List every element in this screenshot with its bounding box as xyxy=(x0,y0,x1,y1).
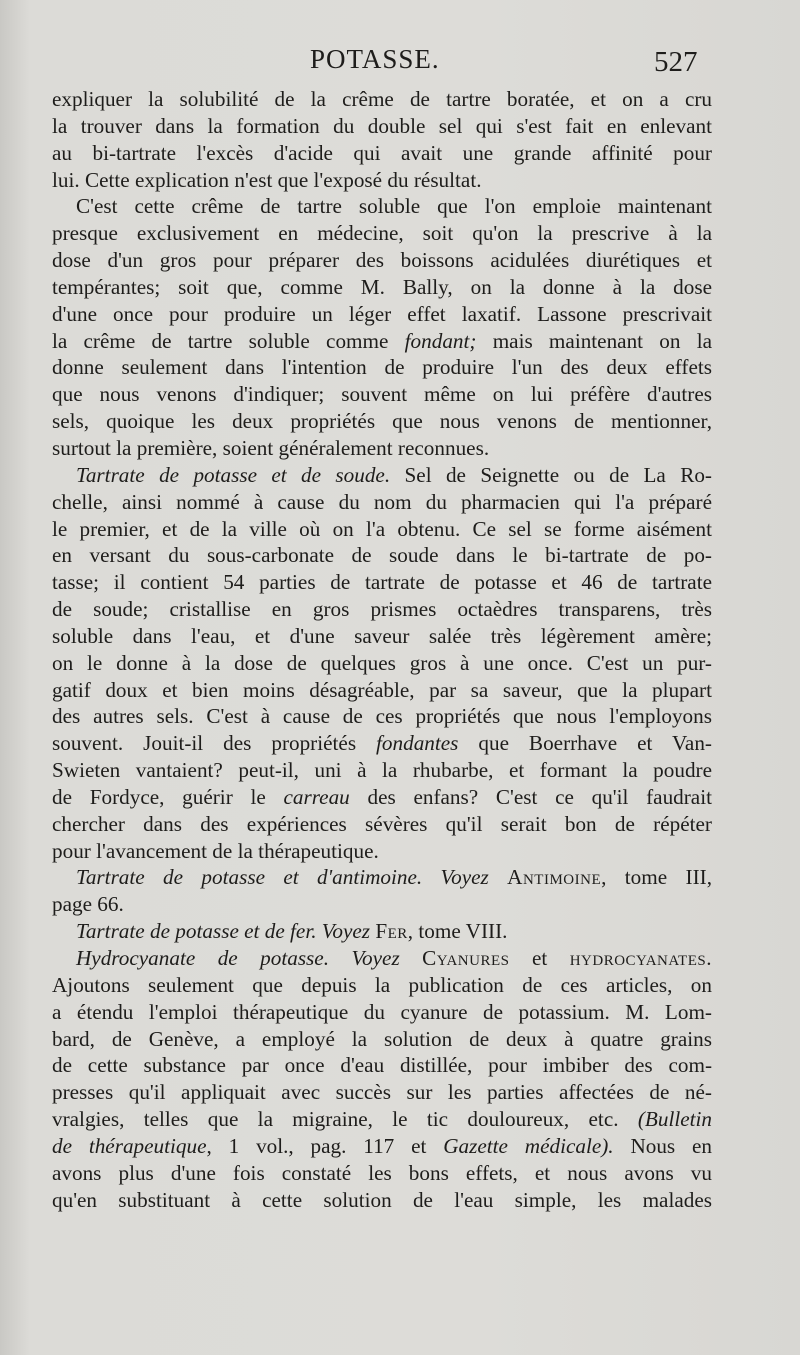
text-line: a étendu l'emploi thérapeutique du cyanure de potassium. M. Lom- xyxy=(52,999,712,1024)
italic-text: Tartrate de potasse et d'antimoine. Voyez xyxy=(76,865,489,890)
text-line xyxy=(52,328,712,355)
text-line: des autres sels. C'est à cause de ces propriétés que nous l'employons xyxy=(52,704,712,729)
text-line: expliquer la solubilité de la crême de tartre boratée, et on a cru xyxy=(52,87,712,111)
text-line xyxy=(52,730,712,757)
text-line: de soude; cristallise en gros prismes octaèdres transparens, très xyxy=(52,597,712,622)
text-line: soluble dans l'eau, et d'une saveur salée très légèrement amère; xyxy=(52,623,712,648)
text-segment xyxy=(489,865,507,889)
text-line: lui. Cette explication n'est que l'exposé du résultat. xyxy=(52,167,482,192)
text-line xyxy=(52,462,712,489)
text-segment: mais maintenant on la xyxy=(476,328,712,353)
page-header xyxy=(0,44,800,84)
text-line: la trouver dans la formation du double sel qui s'est fait en enlevant xyxy=(52,113,712,138)
text-segment: Sel de Seignette ou de La Ro- xyxy=(390,462,712,487)
italic-text: Gazette médicale). xyxy=(443,1133,614,1158)
text-line: qu'en substituant à cette solution de l'eau simple, les malades xyxy=(52,1187,712,1212)
text-segment: , 1 vol., pag. 117 et xyxy=(206,1133,444,1158)
page-number: 527 xyxy=(654,46,698,78)
text-line xyxy=(52,1106,712,1133)
text-line: chercher dans des expériences sévères qu'il serait bon de répéter xyxy=(52,811,712,836)
text-line: presses qu'il appliquait avec succès sur les parties affectées de né- xyxy=(52,1080,712,1105)
text-segment: Nous en xyxy=(613,1133,712,1158)
text-segment: souvent. Jouit-il des propriétés xyxy=(52,731,377,756)
text-line xyxy=(52,864,712,891)
italic-text: carreau xyxy=(283,784,350,809)
text-line: que nous venons d'indiquer; souvent même on lui préfère d'autres xyxy=(52,382,712,407)
text-line: pour l'avancement de la thérapeutique. xyxy=(52,838,379,863)
text-line: Swieten vantaient? peut-il, uni à la rhubarbe, et formant la poudre xyxy=(52,758,712,783)
small-caps-text: hydrocyanates. xyxy=(569,946,713,970)
text-line: tempérantes; soit que, comme M. Bally, on la donne à la dose xyxy=(52,274,712,299)
small-caps-text: Fer xyxy=(375,919,408,944)
text-line: chelle, ainsi nommé à cause du nom du pharmacien qui l'a préparé xyxy=(52,489,712,514)
text-line: presque exclusivement en médecine, soit qu'on la prescrive à la xyxy=(52,221,712,246)
text-line: Ajoutons seulement que depuis la publication de ces articles, on xyxy=(52,972,712,997)
text-line: tasse; il contient 54 parties de tartrate de potasse et 46 de tartrate xyxy=(52,570,712,595)
text-segment: des enfans? C'est ce qu'il faudrait xyxy=(349,784,712,809)
italic-text: fondant; xyxy=(404,328,477,353)
text-segment: que Boerrhave et Van- xyxy=(458,731,712,756)
text-segment: et xyxy=(509,946,570,970)
text-line: gatif doux et bien moins désagréable, par sa saveur, que la plupart xyxy=(52,677,712,702)
text-segment: vralgies, telles que la migraine, le tic douloureux, etc. xyxy=(52,1107,638,1132)
text-line: page 66. xyxy=(52,892,124,917)
text-line: le premier, et de la ville où on l'a obtenu. Ce sel se forme aisément xyxy=(52,516,712,541)
italic-text: Tartrate de potasse et de fer. Voyez xyxy=(76,919,371,944)
italic-text: de thérapeutique xyxy=(52,1133,207,1158)
text-segment: la crême de tartre soluble comme xyxy=(52,328,405,353)
small-caps-text: Cyanures xyxy=(422,946,510,970)
text-line: d'une once pour produire un léger effet laxatif. Lassone prescrivait xyxy=(52,301,712,326)
italic-text: Tartrate de potasse et de soude. xyxy=(76,462,391,487)
text-line xyxy=(52,784,712,811)
body-text xyxy=(52,86,712,1213)
italic-text: Hydrocyanate de potasse. Voyez xyxy=(76,946,400,970)
text-line: C'est cette crême de tartre soluble que l'on emploie maintenant xyxy=(76,194,712,219)
text-segment: , tome III, xyxy=(601,865,712,890)
text-line: avons plus d'une fois constaté les bons effets, et nous avons vu xyxy=(52,1160,712,1185)
italic-text: (Bulletin xyxy=(637,1107,712,1132)
text-segment: de Fordyce, guérir le xyxy=(52,784,284,809)
running-title: POTASSE. xyxy=(310,44,440,74)
text-line: on le donne à la dose de quelques gros à une once. C'est un pur- xyxy=(52,650,712,675)
text-line: de cette substance par once d'eau distillée, pour imbiber des com- xyxy=(52,1053,712,1078)
text-line xyxy=(52,918,712,945)
text-segment xyxy=(400,946,422,970)
text-line: en versant du sous-carbonate de soude dans le bi-tartrate de po- xyxy=(52,543,712,568)
small-caps-text: Antimoine xyxy=(507,865,602,890)
text-line: sels, quoique les deux propriétés que nous venons de mentionner, xyxy=(52,409,712,434)
italic-text: fondantes xyxy=(376,731,459,756)
text-line: bard, de Genève, a employé la solution de deux à quatre grains xyxy=(52,1026,712,1051)
text-line: dose d'un gros pour préparer des boissons acidulées diurétiques et xyxy=(52,248,712,273)
text-line: donne seulement dans l'intention de produire l'un des deux effets xyxy=(52,355,712,380)
text-segment: , tome VIII. xyxy=(407,919,508,944)
text-line: au bi-tartrate l'excès d'acide qui avait une grande affinité pour xyxy=(52,140,712,165)
text-line: surtout la première, soient généralement reconnues. xyxy=(52,435,490,460)
text-line xyxy=(52,1133,712,1160)
text-line xyxy=(52,945,712,972)
